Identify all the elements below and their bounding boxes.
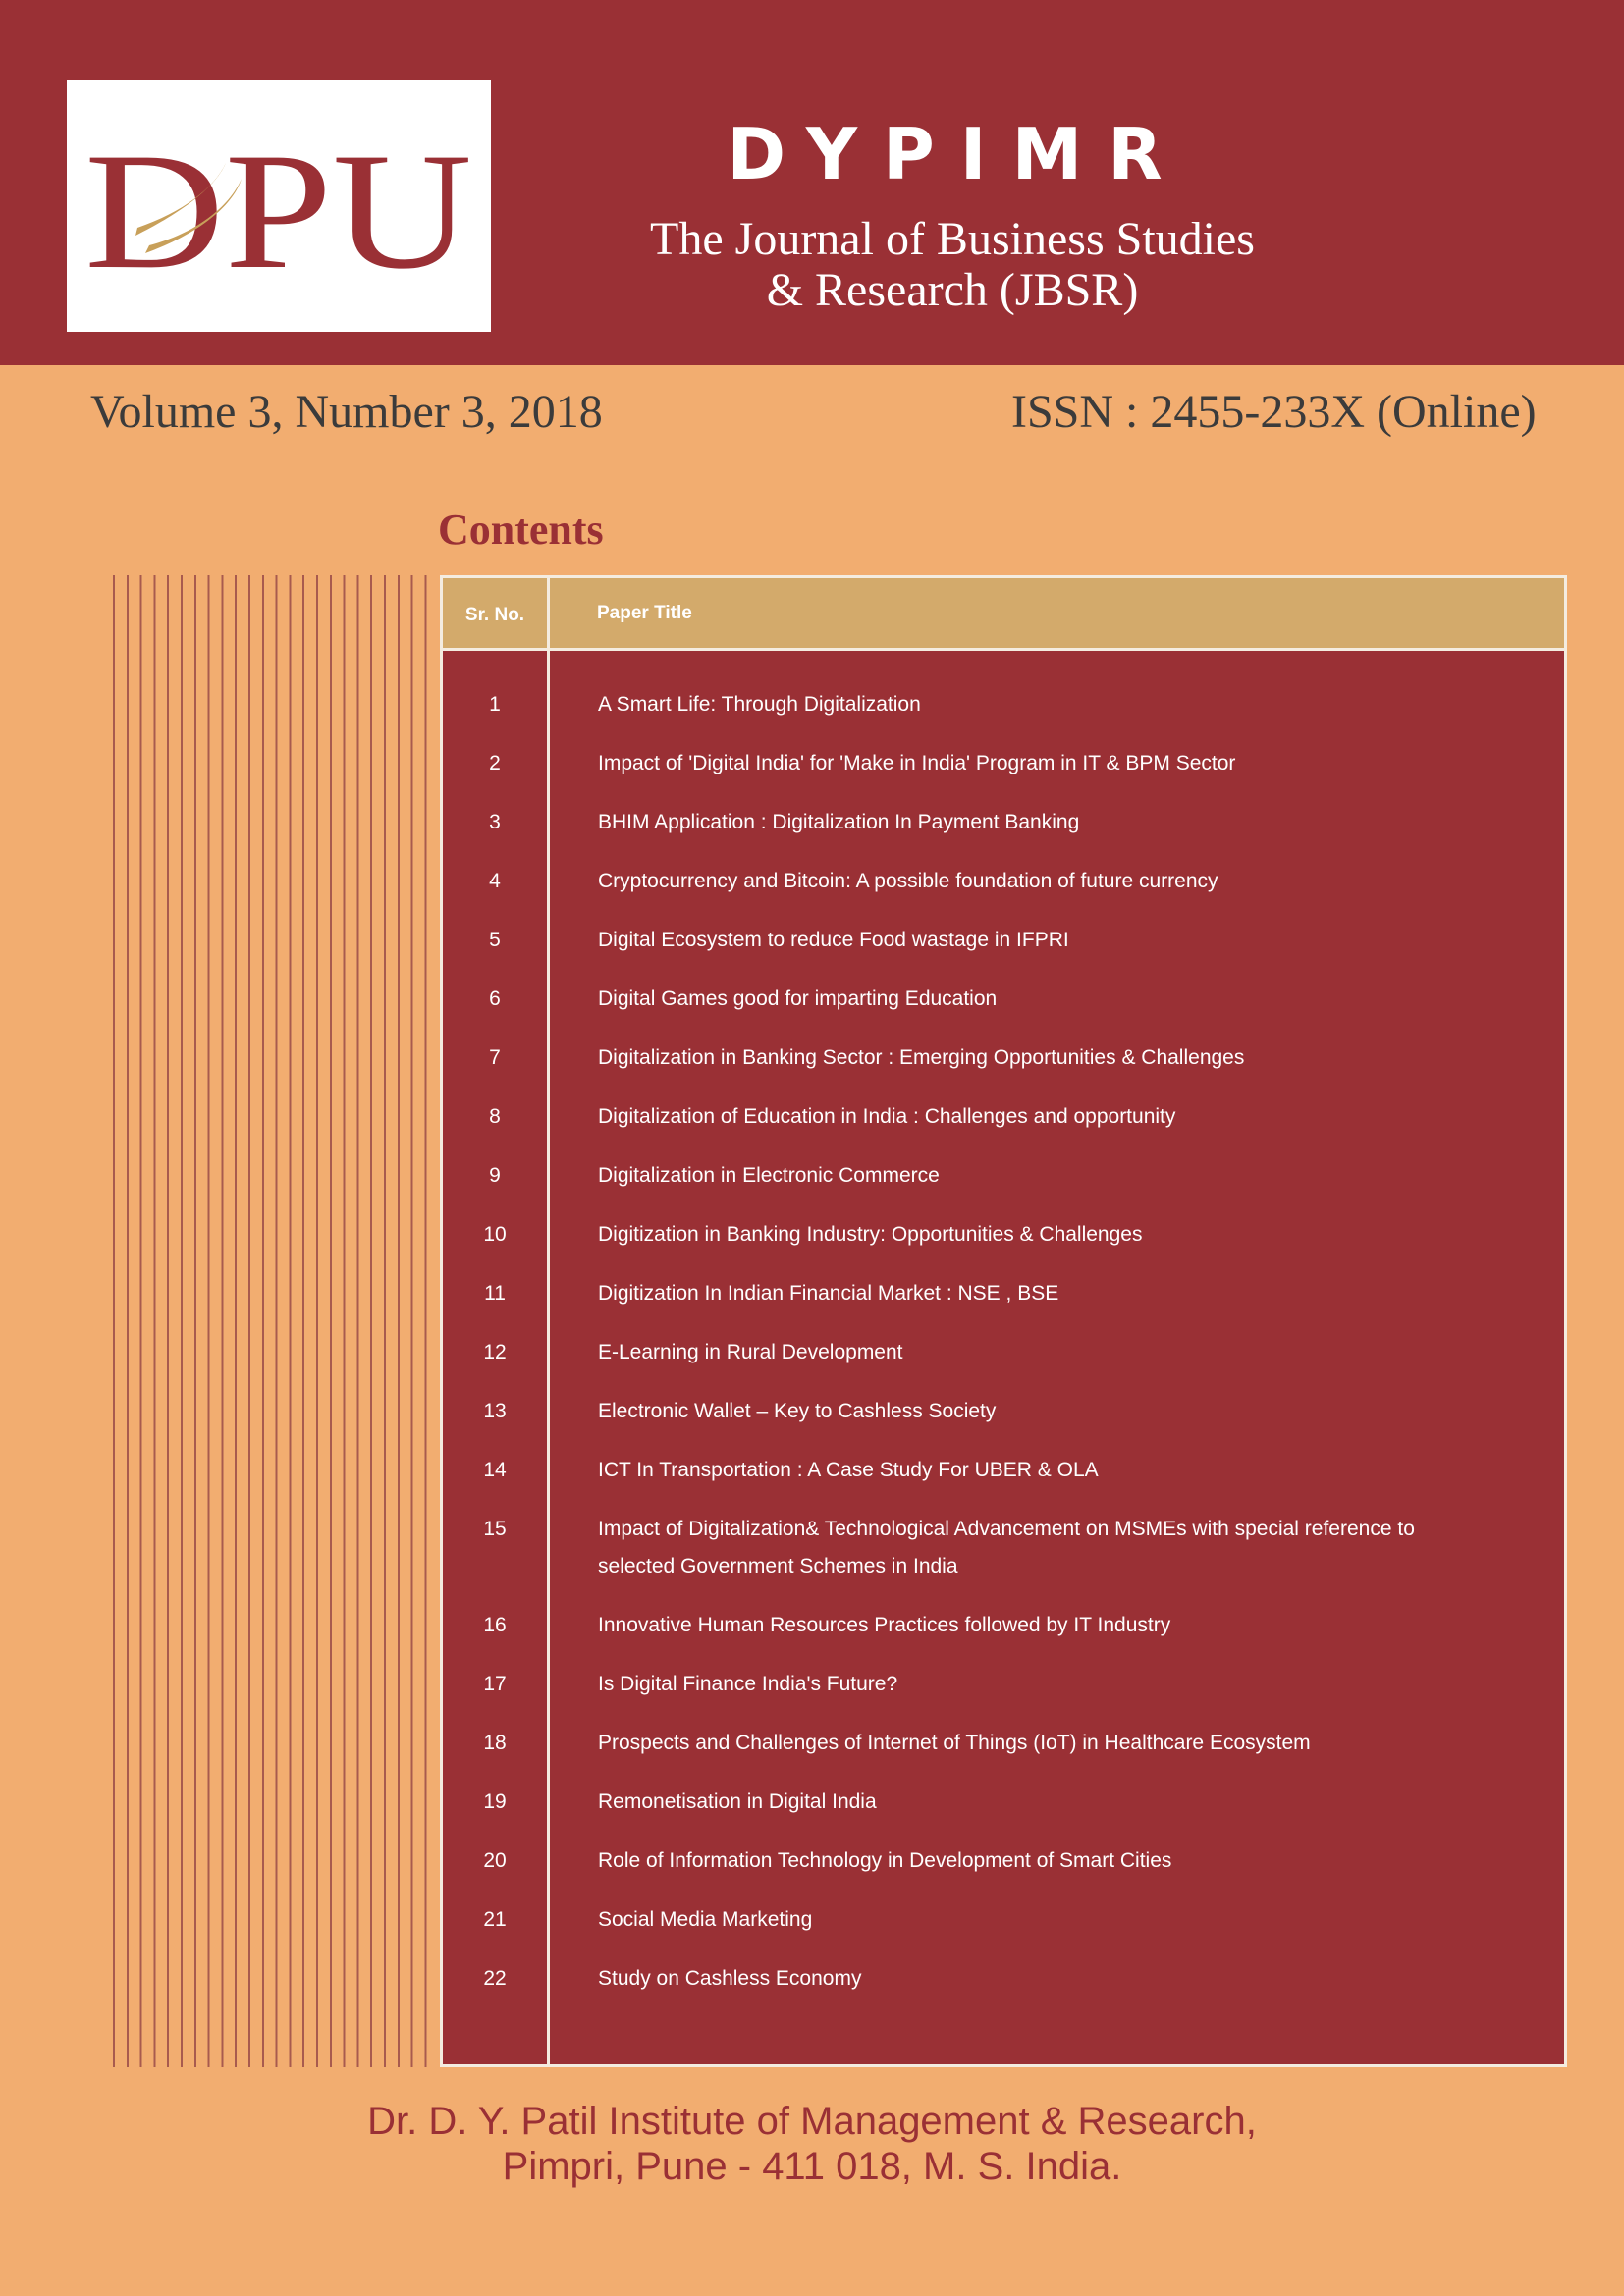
row-number: 8	[489, 1105, 501, 1128]
table-row	[443, 1666, 1564, 1725]
contents-table	[440, 575, 1567, 2067]
paper-title: Digitization In Indian Financial Market : NSE , BSE	[598, 1282, 1059, 1305]
paper-title: Study on Cashless Economy	[598, 1967, 862, 1990]
paper-title: Digitalization in Banking Sector : Emerging Opportunities & Challenges	[598, 1046, 1245, 1069]
table-row	[443, 1784, 1564, 1842]
row-number: 17	[483, 1673, 507, 1695]
row-number: 1	[489, 693, 501, 716]
table-row	[443, 922, 1564, 981]
issn-info: ISSN : 2455-233X (Online)	[1011, 386, 1537, 438]
column-header-paper-title: Paper Title	[597, 603, 692, 623]
journal-title-line1: The Journal of Business Studies	[650, 213, 1255, 265]
paper-title: Cryptocurrency and Bitcoin: A possible foundation of future currency	[598, 870, 1218, 892]
row-number: 21	[483, 1908, 507, 1931]
paper-title: Is Digital Finance India's Future?	[598, 1673, 898, 1695]
paper-title: Role of Information Technology in Development of Smart Cities	[598, 1849, 1172, 1872]
row-number: 18	[483, 1732, 507, 1754]
table-row	[443, 686, 1564, 745]
paper-title: Digitization in Banking Industry: Opportunities & Challenges	[598, 1223, 1143, 1246]
table-row	[443, 1452, 1564, 1511]
row-number: 10	[483, 1223, 507, 1246]
dpu-logo-mark	[67, 80, 491, 332]
row-number: 22	[483, 1967, 507, 1990]
journal-title-line2: & Research (JBSR)	[766, 264, 1139, 316]
institute-name: Dr. D. Y. Patil Institute of Management & Research,	[367, 2100, 1257, 2143]
paper-title: Impact of 'Digital India' for 'Make in India' Program in IT & BPM Sector	[598, 752, 1236, 774]
institute-location: Pimpri, Pune - 411 018, M. S. India.	[502, 2145, 1122, 2188]
paper-title: Digital Games good for imparting Education	[598, 988, 998, 1010]
row-number: 13	[483, 1400, 507, 1422]
paper-title: E-Learning in Rural Development	[598, 1341, 903, 1363]
paper-title: Prospects and Challenges of Internet of Things (IoT) in Healthcare Ecosystem	[598, 1732, 1311, 1754]
row-number: 11	[484, 1282, 506, 1305]
table-row	[443, 1157, 1564, 1216]
svg-text:DPU: DPU	[84, 119, 472, 303]
contents-table-header	[443, 578, 1564, 651]
paper-title	[598, 1511, 1482, 1607]
paper-title: Digital Ecosystem to reduce Food wastage in IFPRI	[598, 929, 1069, 951]
volume-info: Volume 3, Number 3, 2018	[90, 386, 603, 438]
dpu-logo	[67, 80, 491, 332]
table-row	[443, 1393, 1564, 1452]
row-number: 20	[483, 1849, 507, 1872]
institute-address	[0, 2099, 1624, 2189]
paper-title: Innovative Human Resources Practices followed by IT Industry	[598, 1614, 1171, 1636]
row-number: 19	[483, 1790, 507, 1813]
decorative-stripes	[113, 575, 437, 2067]
table-row	[443, 1216, 1564, 1275]
row-number: 16	[483, 1614, 507, 1636]
table-row	[443, 1960, 1564, 2019]
table-row	[443, 863, 1564, 922]
paper-title: A Smart Life: Through Digitalization	[598, 693, 921, 716]
paper-title-line1: Impact of Digitalization& Technological Advancement on MSMEs with special reference to	[598, 1518, 1415, 1540]
paper-title: BHIM Application : Digitalization In Payment Banking	[598, 811, 1080, 833]
table-row	[443, 1275, 1564, 1334]
paper-title: Digitalization of Education in India : Challenges and opportunity	[598, 1105, 1176, 1128]
paper-title: Digitalization in Electronic Commerce	[598, 1164, 940, 1187]
header-band	[0, 0, 1624, 365]
paper-title: ICT In Transportation : A Case Study For UBER & OLA	[598, 1459, 1099, 1481]
paper-title: Social Media Marketing	[598, 1908, 813, 1931]
table-row	[443, 1511, 1564, 1607]
table-row	[443, 1098, 1564, 1157]
row-number: 4	[489, 870, 501, 892]
paper-title: Remonetisation in Digital India	[598, 1790, 877, 1813]
row-number: 7	[489, 1046, 501, 1069]
row-number: 9	[489, 1164, 501, 1187]
column-header-sr-no: Sr. No.	[464, 605, 525, 625]
row-number: 15	[483, 1518, 507, 1540]
paper-title: Electronic Wallet – Key to Cashless Society	[598, 1400, 997, 1422]
table-row	[443, 1040, 1564, 1098]
paper-title-line2: selected Government Schemes in India	[598, 1555, 958, 1577]
journal-acronym: DYPIMR	[727, 113, 1188, 195]
row-number: 5	[489, 929, 501, 951]
table-row	[443, 804, 1564, 863]
table-row	[443, 981, 1564, 1040]
row-number: 12	[483, 1341, 507, 1363]
row-number: 6	[489, 988, 501, 1010]
contents-heading: Contents	[438, 506, 604, 554]
row-number: 3	[489, 811, 501, 833]
table-row	[443, 1901, 1564, 1960]
table-row	[443, 1607, 1564, 1666]
row-number: 2	[489, 752, 501, 774]
row-number: 14	[483, 1459, 507, 1481]
table-row	[443, 1334, 1564, 1393]
contents-rows	[443, 686, 1564, 2019]
journal-title	[589, 214, 1316, 316]
table-row	[443, 1725, 1564, 1784]
table-row	[443, 1842, 1564, 1901]
table-row	[443, 745, 1564, 804]
